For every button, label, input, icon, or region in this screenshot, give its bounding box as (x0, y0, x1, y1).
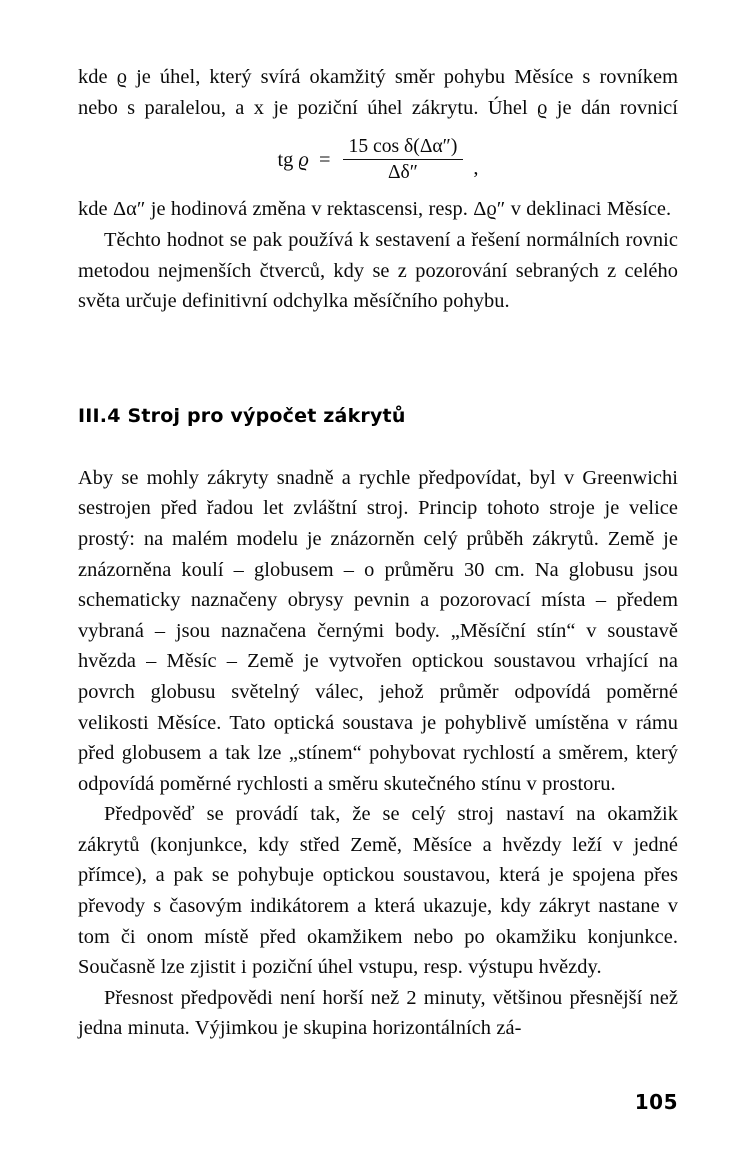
formula-variable-rho: ϱ (298, 148, 309, 171)
paragraph-predpoved: Předpověď se provádí tak, že se celý stroj nastaví na okamžik zákrytů (konjunkce, kdy střed Země, Měsíce a hvězdy leží v jedné přímce), a pak se pohybuje optickou soustavou, která je spojena přes převody s časovým indikátorem a která ukazuje, kdy zákryt nastane v tom či onom místě před okamžikem nebo po okamžiku konjunkce. Současně lze zjistit i poziční úhel vstupu, resp. výstupu hvězdy. (78, 803, 678, 979)
formula-expression (278, 137, 479, 182)
paragraph-kde-delta-alpha: kde Δα″ je hodinová změna v rektascensi, resp. Δϱ″ v deklinaci Měsíce. (78, 198, 672, 221)
heading-bottom-spacer (78, 427, 678, 463)
display-formula (78, 123, 678, 194)
paragraph-techto-hodnot: Těchto hodnot se pak používá k sestavení a řešení normálních rovnic metodou nejmenších čtverců, kdy se z pozorování sebraných z celého světa určuje definitivní odchylka měsíčního pohybu. (78, 228, 678, 313)
formula-fraction (341, 137, 466, 182)
formula-function-tg: tg (277, 148, 294, 171)
formula-denominator: Δδ″ (387, 161, 418, 183)
paragraph-presnost: Přesnost předpovědi není horší než 2 minuty, většinou přesnější než jedna minuta. Výjimkou je skupina horizontálních zá- (78, 986, 678, 1040)
formula-numerator: 15 cos δ(Δα″) (343, 137, 464, 160)
section-heading: III.4 Stroj pro výpočet zákrytů (78, 404, 406, 427)
formula-left-hand-side (278, 150, 341, 170)
formula-equals-sign: = (319, 148, 331, 171)
paragraph-kde-rho: kde ϱ je úhel, který svírá okamžitý směr pohybu Měsíce s rovníkem nebo s paralelou, a x je poziční úhel zákrytu. Úhel ϱ je dán rovnicí (78, 66, 678, 119)
paragraph-aby-se-mohly: Aby se mohly zákryty snadně a rychle předpovídat, byl v Greenwichi sestrojen před řadou let zvláštní stroj. Princip tohoto stroje je velice prostý: na malém modelu je znázorněn celý průběh zákrytů. Země je znázorněna koulí – globusem – o průměru 30 cm. Na globusu jsou schematicky naznačeny obrysy pevnin a pozorovací místa – předem vybraná – jsou naznačena černými body. „Měsíční stín“ v soustavě hvězda – Měsíc – Země je vytvořen optickou soustavou vrhající na povrch globusu světelný válec, jehož průměr odpovídá poměrné velikosti Měsíce. Tato optická soustava je pohyblivě umístěna v rámu před globusem a tak lze „stínem“ pohybovat rychlostí a směrem, který odpovídá poměrné rychlosti a směru skutečného stínu v prostoru. (78, 466, 678, 795)
page-number: 105 (634, 1090, 678, 1114)
heading-top-spacer (78, 317, 678, 405)
formula-trailing-comma: , (473, 156, 479, 179)
page-content-column (78, 62, 678, 1044)
